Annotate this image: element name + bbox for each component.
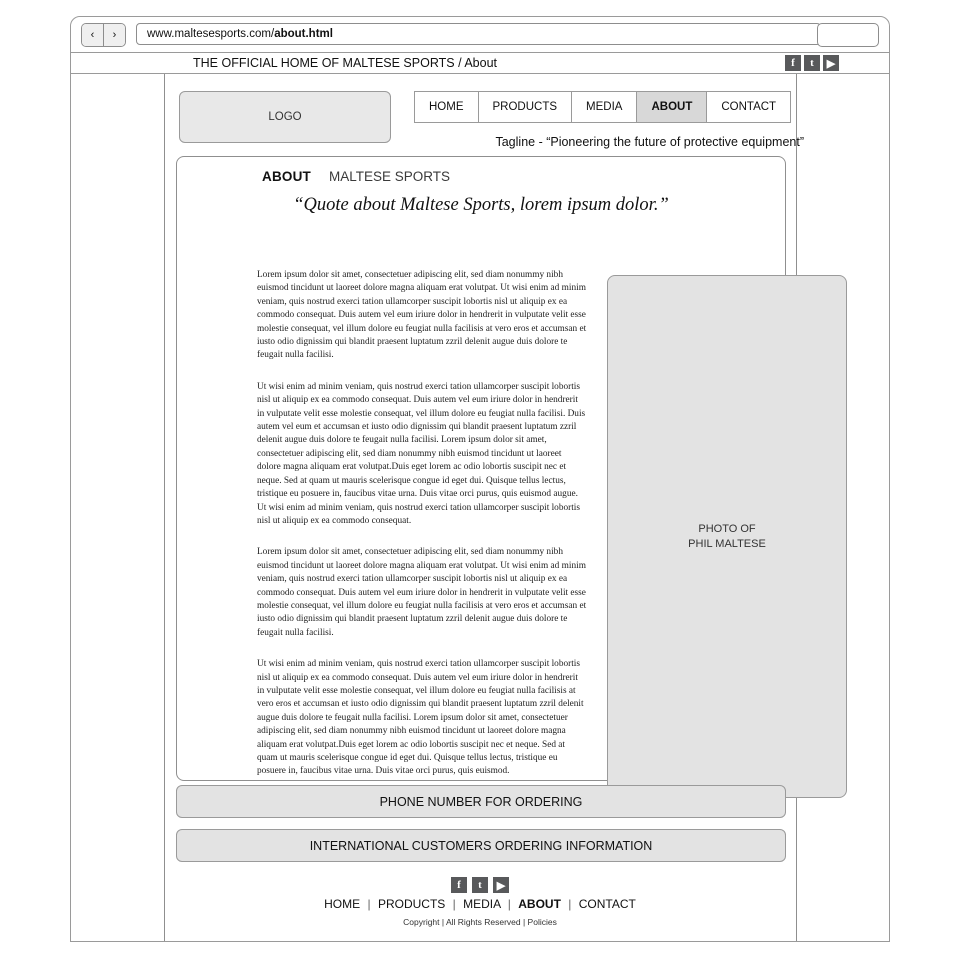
twitter-icon[interactable]: t — [804, 55, 820, 71]
site-tagline: Tagline - “Pioneering the future of protective equipment” — [495, 135, 804, 149]
facebook-icon[interactable]: f — [451, 877, 467, 893]
address-bar[interactable] — [136, 23, 821, 45]
nav-tab-media[interactable]: MEDIA — [572, 91, 637, 123]
paragraph: Ut wisi enim ad minim veniam, quis nostrud exerci tation ullamcorper suscipit lobortis nisl ut aliquip ex ea commodo consequat. Duis autem vel eum iriure dolor in hendrerit in vulputate velit esse molestie consequat, vel illum dolore eu feugiat nulla facilisis at vero eros et accumsan et iusto odio dignissim qui blandit praesent luptatum zzril delenit augue duis dolore te feugait nulla facilisi. Lorem ipsum dolor sit amet, consectetuer adipiscing elit, sed diam nonummy nibh euismod tincidunt ut laoreet dolore magna aliquam erat volutpat.Duis eget lorem ac odio lobortis suscipit nec et neque. Sed at quam ut mauris scelerisque congue id eget dui. Quisque tellus lectus, tristique eu posuere in, faucibus vitae urna. Duis vitae orci purus, quis euismod. — [257, 659, 584, 777]
nav-tab-home[interactable]: HOME — [414, 91, 479, 123]
section-title: ABOUT — [262, 169, 311, 184]
youtube-icon[interactable]: ▶ — [823, 55, 839, 71]
paragraph: Lorem ipsum dolor sit amet, consectetuer adipiscing elit, sed diam nonummy nibh euismod tincidunt ut laoreet dolore magna aliquam erat volutpat. Ut wisi enim ad minim veniam, quis nostrud exerci tation ullamcorper suscipit lobortis nisl ut aliquip ex ea commodo consequat. Duis autem vel eum iriure dolor in hendrerit in vulputate velit esse molestie consequat, vel illum dolore eu feugiat nulla facilisis at vero eros et accumsan et iusto odio dignissim qui blandit praesent luptatum zzril delenit augue duis dolore te feugait nulla facilisi. — [257, 547, 587, 638]
footer-separator: | — [507, 897, 511, 911]
footer-link-contact[interactable]: CONTACT — [578, 897, 636, 911]
footer-separator: | — [568, 897, 572, 911]
footer-navigation — [71, 897, 889, 911]
nav-tab-products[interactable]: PRODUCTS — [479, 91, 573, 123]
nav-tab-about[interactable]: ABOUT — [637, 91, 707, 123]
main-navigation — [414, 91, 791, 123]
browser-window — [70, 16, 890, 942]
facebook-icon[interactable]: f — [785, 55, 801, 71]
footer-link-home[interactable]: HOME — [324, 897, 361, 911]
browser-search-input[interactable] — [817, 23, 879, 47]
footer-link-media[interactable]: MEDIA — [463, 897, 501, 911]
youtube-icon[interactable]: ▶ — [493, 877, 509, 893]
nav-tab-contact[interactable]: CONTACT — [707, 91, 791, 123]
footer-social-links — [71, 877, 889, 893]
footer-separator: | — [367, 897, 371, 911]
photo-caption-line-1: PHOTO OF — [698, 522, 756, 535]
section-subtitle: MALTESE SPORTS — [329, 169, 451, 184]
logo-placeholder[interactable]: LOGO — [179, 91, 391, 143]
about-body-text — [257, 269, 587, 797]
paragraph: Ut wisi enim ad minim veniam, quis nostrud exerci tation ullamcorper suscipit lobortis nisl ut aliquip ex ea commodo consequat. Duis autem vel eum iriure dolor in hendrerit in vulputate velit esse molestie consequat, vel illum dolore eu feugiat nulla facilisi. Duis autem vel eum et accumsan et iusto odio dignissim qui blandit praesent luptatum zzril delenit augue duis dolore te feugait nulla facilisi. Lorem ipsum dolor sit amet, consectetuer adipiscing elit, sed diam nonummy nibh euismod tincidunt ut laoreet dolore magna aliquam erat volutpat.Duis eget lorem ac odio lobortis suscipit nec et neque. Sed at quam ut mauris scelerisque congue id eget dui. Quisque tellus lectus, tristique eu posuere in, faucibus vitae urna. Duis vitae orci purus, quis euismod augue. Ut wisi enim ad minim veniam, quis nostrud exerci tation ullamcorper suscipit lobortis nisl ut aliquip ex ea commodo consequat. — [257, 381, 586, 526]
left-gutter-rule — [164, 74, 165, 941]
url-page: about.html — [274, 28, 333, 40]
phone-order-banner[interactable]: PHONE NUMBER FOR ORDERING — [176, 785, 786, 818]
site-topbar — [71, 53, 889, 74]
photo-placeholder — [607, 275, 847, 798]
photo-caption-line-2: PHIL MALTESE — [688, 537, 766, 550]
website-frame — [71, 53, 889, 941]
pull-quote: “Quote about Maltese Sports, lorem ipsum dolor.” — [293, 195, 669, 215]
browser-nav-buttons — [81, 23, 126, 47]
paragraph: Lorem ipsum dolor sit amet, consectetuer adipiscing elit, sed diam nonummy nibh euismod tincidunt ut laoreet dolore magna aliquam erat volutpat. Ut wisi enim ad minim veniam, quis nostrud exerci tation ullamcorper suscipit lobortis nisl ut aliquip ex ea commodo consequat. Duis autem vel eum iriure dolor in hendrerit in vulputate velit esse molestie consequat, vel illum dolore eu feugiat nulla facilisis at vero eros et accumsan et iusto odio dignissim qui blandit praesent luptatum zzril delenit augue duis dolore te feugait nulla facilisi. — [257, 270, 587, 361]
footer-copyright: Copyright | All Rights Reserved | Policies — [403, 917, 557, 927]
back-icon[interactable]: ‹ — [82, 24, 103, 46]
url-prefix: www.maltesesports.com/ — [147, 28, 275, 40]
site-topbar-title: THE OFFICIAL HOME OF MALTESE SPORTS / About — [193, 56, 498, 70]
section-heading — [262, 169, 450, 184]
browser-toolbar — [71, 17, 889, 53]
header-social-links — [785, 55, 839, 71]
about-content-card — [176, 156, 786, 781]
footer-link-about[interactable]: ABOUT — [518, 897, 561, 911]
footer-separator: | — [452, 897, 456, 911]
twitter-icon[interactable]: t — [472, 877, 488, 893]
footer-link-products[interactable]: PRODUCTS — [377, 897, 446, 911]
international-order-banner[interactable]: INTERNATIONAL CUSTOMERS ORDERING INFORMATION — [176, 829, 786, 862]
forward-icon[interactable]: › — [103, 24, 125, 46]
